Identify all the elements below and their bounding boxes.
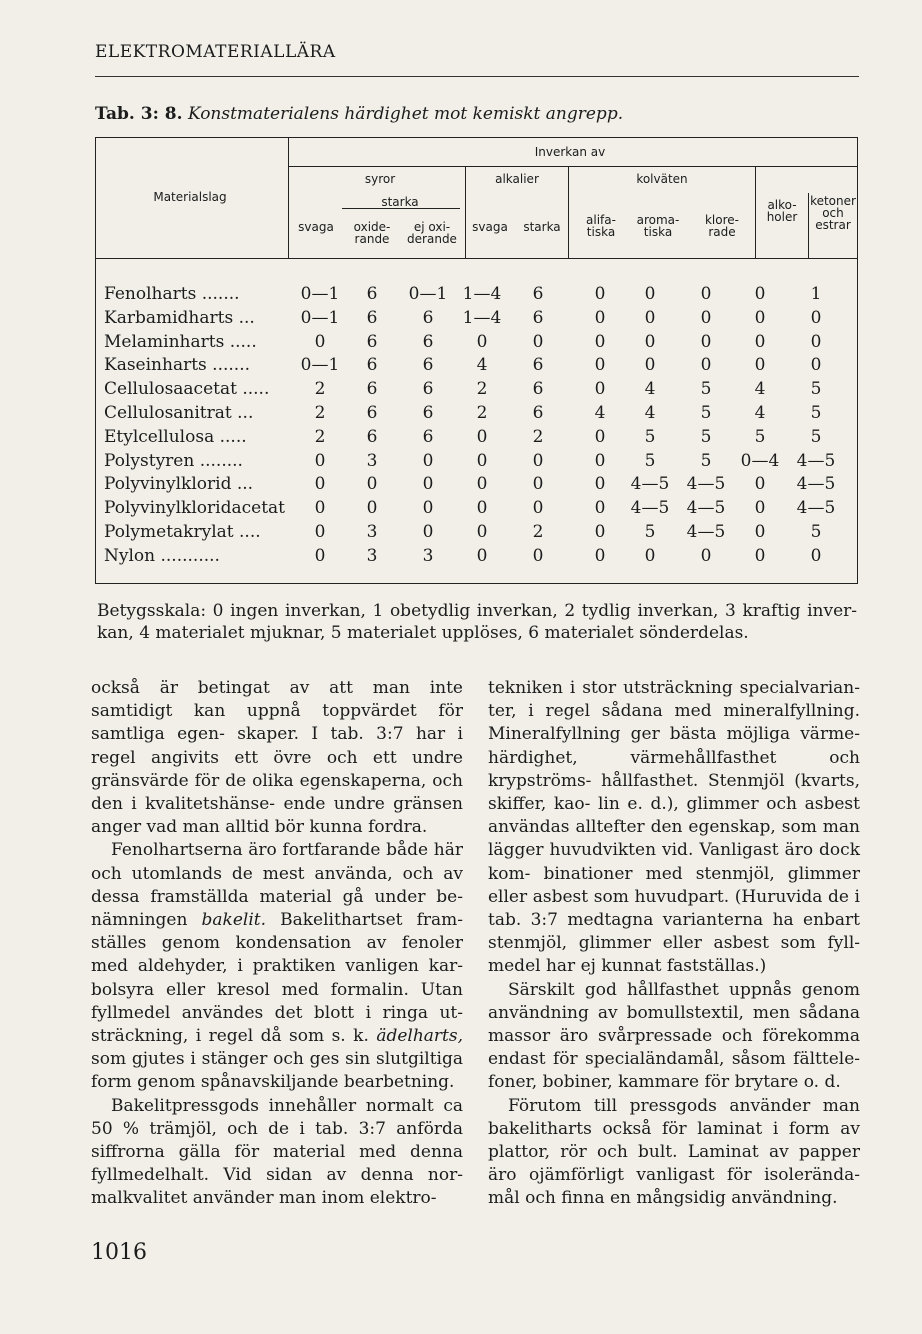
header-bottom-rule [95, 258, 858, 259]
paragraph: tekniken i stor utsträckning specialvarian- ter, i regel sådana med mineralfyllning. Mineralfyllning ger bästa möjliga värme- härdighet, värmehållfasthet och krypströms- hållfasthet. Stenmjöl (kvarts, skiffer, kao- lin e. d.), glimmer och asbest användas alltefter den egenskap, som man lägger huvudvikten vid. Vanligast äro dock kom- binationer med stenmjöl, glimmer eller asbest som huvudpart. (Huruvida de i tab. 3:7 medtagna varianterna ha enbart stenmjöl, glimmer eller asbest som fyll- medel har ej kunnat fastställas.) [488, 678, 860, 977]
header-syror: syror [364, 172, 396, 186]
material-name: Fenolharts ....... [104, 284, 240, 304]
rating-cell: 0 [476, 426, 488, 447]
material-name: Karbamidharts ... [104, 307, 255, 328]
header-divider [288, 137, 289, 258]
table-number: Tab. 3: 8. [95, 104, 183, 124]
rating-cell: 4—5 [796, 474, 836, 495]
rating-cell: 0 [644, 545, 656, 566]
rating-cell: 0 [810, 307, 822, 328]
text-column-left [91, 677, 463, 1211]
rating-cell: 6 [532, 307, 544, 328]
table-caption [95, 104, 623, 124]
rating-cell: 0 [314, 450, 326, 471]
header-kolvaten: kolväten [636, 172, 688, 186]
material-name: Polyvinylklorid ... [104, 474, 254, 495]
rating-cell: 0 [594, 355, 606, 376]
rating-cell: 1 [810, 284, 822, 304]
rating-cell: 0 [476, 545, 488, 566]
material-name: Etylcellulosa ..... [104, 426, 247, 447]
rating-cell: 0 [532, 331, 544, 352]
rating-cell: 6 [422, 307, 434, 328]
rating-cell: 0 [476, 522, 488, 542]
rating-cell: 0 [476, 331, 488, 352]
emphasis: bakelit. [201, 910, 267, 931]
rating-cell: 0 [810, 355, 822, 376]
rating-cell: 0 [422, 450, 434, 471]
rating-cell: 5 [810, 522, 822, 542]
rating-cell: 0 [594, 379, 606, 400]
material-name: Polyvinylkloridacetat [104, 498, 285, 519]
material-name: Cellulosanitrat ... [104, 403, 254, 423]
emphasis: ädelharts, [376, 1026, 463, 1047]
rating-cell: 0 [532, 474, 544, 495]
rating-cell: 4 [754, 403, 766, 423]
rating-cell: 5 [700, 426, 712, 447]
paragraph: Fenolhartserna äro fortfarande både här och utomlands de mest använda, och av dessa framställda material gå under be- nämningen bakelit. Bakelithartset fram- ställes genom kondensation av fenoler med aldehyder, i praktiken vanligen kar- bolsyra eller kresol med formalin. Utan fyllmedel användes det blott i ringa ut- sträckning, i regel då som s. k. ädelharts, som gjutes i stänger och ges sin slutgiltiga form genom spånavskiljande bearbetning. [91, 840, 463, 1093]
header-divider [465, 166, 466, 258]
grading-scale-note: Betygsskala: 0 ingen inverkan, 1 obetydlig inverkan, 2 tydlig inverkan, 3 kraftig inver- kan, 4 materialet mjuknar, 5 materialet upplöses, 6 materialet sönderdelas. [97, 601, 857, 643]
paragraph: också är betingat av att man inte samtidigt kan uppnå toppvärdet för samtliga egen- skaper. I tab. 3:7 har i regel angivits ett övre och ett undre gränsvärde för de olika egenskaperna, och den i kvalitetshänse- ende undre gränsen anger vad man alltid bör kunna fordra. [91, 678, 463, 838]
rating-cell: 0 [700, 545, 712, 566]
rating-cell: 4 [594, 403, 606, 423]
header-divider [755, 166, 756, 258]
material-name: Kaseinharts ....... [104, 355, 251, 376]
rating-cell: 0 [532, 450, 544, 471]
rating-cell: 0 [594, 474, 606, 495]
rating-cell: 0 [594, 498, 606, 519]
rating-cell: 4—5 [686, 498, 726, 519]
rating-cell: 6 [366, 379, 378, 400]
paragraph: Särskilt god hållfasthet uppnås genom användning av bomullstextil, men sådana massor äro svårpressade och förekomma endast för specialändamål, såsom fälttele- foner, bobiner, kammare för brytare o. d. [488, 979, 860, 1093]
rating-cell: 5 [810, 379, 822, 400]
rating-cell: 5 [700, 403, 712, 423]
header-ketoner-estrar: ketoner och estrar [810, 194, 856, 232]
rating-cell: 3 [366, 545, 378, 566]
rating-cell: 4 [476, 355, 488, 376]
rating-cell: 4 [644, 379, 656, 400]
rating-cell: 0 [314, 545, 326, 566]
rating-cell: 3 [422, 545, 434, 566]
rating-cell: 0—1 [300, 355, 340, 376]
rating-cell: 5 [644, 450, 656, 471]
material-name: Polymetakrylat .... [104, 522, 261, 542]
rating-cell: 5 [700, 450, 712, 471]
rating-cell: 0 [700, 355, 712, 376]
rating-cell: 0 [644, 307, 656, 328]
rating-cell: 0 [366, 474, 378, 495]
rating-cell: 6 [366, 284, 378, 304]
header-starka: starka [381, 195, 419, 209]
rating-cell: 4—5 [630, 498, 670, 519]
rating-cell: 0 [644, 284, 656, 304]
rating-cell: 0 [594, 426, 606, 447]
rating-cell: 0 [810, 331, 822, 352]
rating-cell: 0 [754, 284, 766, 304]
rating-cell: 0 [366, 498, 378, 519]
rating-cell: 0 [594, 307, 606, 328]
rating-cell: 0—1 [408, 284, 448, 304]
header-klorerade: klore- rade [704, 213, 739, 239]
rating-cell: 6 [532, 284, 544, 304]
header-alifatiska: alifa- tiska [586, 213, 616, 239]
header-inverkan: Inverkan av [534, 145, 606, 159]
rating-cell: 0 [314, 522, 326, 542]
rating-cell: 6 [422, 355, 434, 376]
rating-cell: 0 [594, 331, 606, 352]
header-rule [95, 76, 859, 77]
rating-cell: 0 [314, 474, 326, 495]
rating-cell: 4—5 [796, 450, 836, 471]
rating-cell: 0 [810, 545, 822, 566]
rating-cell: 0 [314, 331, 326, 352]
rating-cell: 0 [476, 474, 488, 495]
rating-cell: 0 [422, 498, 434, 519]
rating-cell: 5 [644, 522, 656, 542]
header-alkoholer: alko- holer [766, 198, 798, 224]
rating-cell: 0 [532, 545, 544, 566]
header-ej-oxiderande: ej oxi- derande [407, 220, 457, 246]
rating-cell: 2 [532, 522, 544, 542]
rating-cell: 0 [700, 331, 712, 352]
rating-cell: 2 [314, 426, 326, 447]
rating-cell: 0 [594, 545, 606, 566]
material-name: Polystyren ........ [104, 450, 243, 471]
rating-cell: 0—4 [740, 450, 780, 471]
rating-cell: 2 [476, 403, 488, 423]
rating-cell: 5 [810, 426, 822, 447]
rating-cell: 0 [594, 522, 606, 542]
rating-cell: 0 [700, 307, 712, 328]
rating-cell: 2 [476, 379, 488, 400]
rating-cell: 0 [644, 355, 656, 376]
material-name: Nylon ........... [104, 545, 220, 566]
rating-cell: 6 [532, 355, 544, 376]
page-number: 1016 [91, 1240, 147, 1265]
rating-cell: 5 [754, 426, 766, 447]
rating-cell: 6 [422, 379, 434, 400]
header-divider [568, 166, 569, 258]
rating-cell: 0 [422, 522, 434, 542]
rating-cell: 6 [366, 403, 378, 423]
rating-cell: 4 [754, 379, 766, 400]
rating-cell: 0 [754, 474, 766, 495]
header-aromatiska: aroma- tiska [636, 213, 680, 239]
rating-cell: 6 [366, 355, 378, 376]
rating-cell: 0 [754, 522, 766, 542]
rating-cell: 0 [476, 450, 488, 471]
header-materialslag: Materialslag [153, 190, 227, 204]
rating-cell: 4—5 [630, 474, 670, 495]
material-name: Cellulosaacetat ..... [104, 379, 270, 400]
rating-cell: 0 [594, 284, 606, 304]
text-column-right [488, 677, 860, 1211]
rating-cell: 4—5 [796, 498, 836, 519]
table-title: Konstmaterialens härdighet mot kemiskt angrepp. [187, 104, 624, 124]
rating-cell: 0 [754, 545, 766, 566]
rating-cell: 6 [422, 426, 434, 447]
rating-cell: 0 [644, 331, 656, 352]
inverkan-rule [288, 166, 858, 167]
rating-cell: 0 [700, 284, 712, 304]
rating-cell: 0—1 [300, 284, 340, 304]
rating-cell: 3 [366, 522, 378, 542]
rating-cell: 6 [532, 379, 544, 400]
header-svaga: svaga [298, 220, 334, 234]
rating-cell: 0 [314, 498, 326, 519]
rating-cell: 5 [644, 426, 656, 447]
header-alk-starka: starka [523, 220, 561, 234]
rating-cell: 0 [476, 498, 488, 519]
rating-cell: 6 [422, 331, 434, 352]
rating-cell: 1—4 [462, 307, 502, 328]
rating-cell: 4 [644, 403, 656, 423]
rating-cell: 0—1 [300, 307, 340, 328]
rating-cell: 6 [366, 307, 378, 328]
rating-cell: 6 [422, 403, 434, 423]
rating-cell: 2 [532, 426, 544, 447]
rating-cell: 2 [314, 403, 326, 423]
rating-cell: 0 [754, 498, 766, 519]
rating-cell: 5 [810, 403, 822, 423]
rating-cell: 4—5 [686, 474, 726, 495]
header-oxiderande: oxide- rande [353, 220, 391, 246]
rating-cell: 0 [532, 498, 544, 519]
header-alkalier: alkalier [495, 172, 539, 186]
rating-cell: 0 [422, 474, 434, 495]
rating-cell: 5 [700, 379, 712, 400]
rating-cell: 6 [366, 331, 378, 352]
rating-cell: 0 [754, 331, 766, 352]
rating-cell: 4—5 [686, 522, 726, 542]
header-alk-svaga: svaga [472, 220, 508, 234]
running-head: ELEKTROMATERIALLÄRA [95, 42, 336, 62]
paragraph: Förutom till pressgods använder man bakelitharts också för laminat i form av plattor, rör och bult. Laminat av papper äro ojämförligt vanligast för isolerända- mål och finna en mångsidig användning. [488, 1095, 860, 1209]
rating-cell: 0 [754, 355, 766, 376]
paragraph: Bakelitpressgods innehåller normalt ca 50 % trämjöl, och de i tab. 3:7 anförda siffrorna gälla för material med denna fyllmedelhalt. Vid sidan av denna nor- malkvalitet använder man inom elektro- [91, 1095, 463, 1209]
rating-cell: 0 [594, 450, 606, 471]
rating-cell: 2 [314, 379, 326, 400]
rating-cell: 6 [532, 403, 544, 423]
material-name: Melaminharts ..... [104, 331, 257, 352]
rating-cell: 0 [754, 307, 766, 328]
rating-cell: 1—4 [462, 284, 502, 304]
rating-cell: 6 [366, 426, 378, 447]
rating-cell: 3 [366, 450, 378, 471]
